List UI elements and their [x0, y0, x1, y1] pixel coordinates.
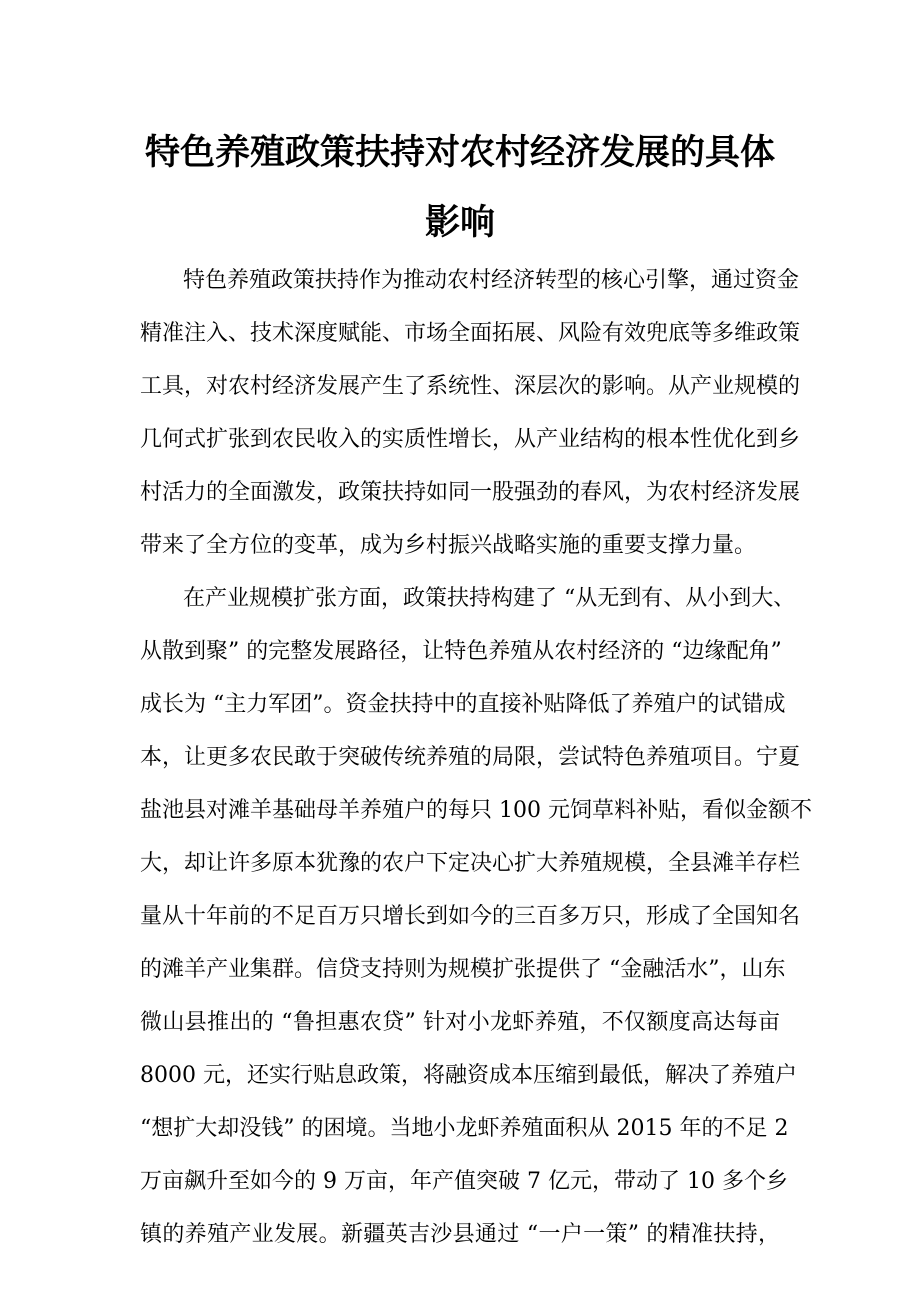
paragraph-2-line: 在产业规模扩张方面，政策扶持构建了 “从无到有、从小到大、 — [183, 586, 796, 611]
paragraph-2-line: “想扩大却没钱” 的困境。当地小龙虾养殖面积从 2015 年的不足 2 — [140, 1116, 789, 1141]
paragraph-2-line: 8000 元，还实行贴息政策，将融资成本压缩到最低，解决了养殖户 — [140, 1063, 797, 1088]
paragraph-2-line: 镇的养殖产业发展。新疆英吉沙县通过 “一户一策” 的精准扶持， — [140, 1222, 780, 1247]
paragraph-2-line: 的滩羊产业集群。信贷支持则为规模扩张提供了 “金融活水”，山东 — [140, 957, 786, 982]
paragraph-2-line: 成长为 “主力军团”。资金扶持中的直接补贴降低了养殖户的试错成 — [140, 692, 786, 717]
paragraph-2-line: 从散到聚” 的完整发展路径，让特色养殖从农村经济的 “边缘配角” — [140, 639, 782, 664]
document-title-line-2: 影响 — [424, 203, 495, 243]
paragraph-1-line: 精准注入、技术深度赋能、市场全面拓展、风险有效兜底等多维政策 — [140, 321, 801, 346]
paragraph-2-line: 大，却让许多原本犹豫的农户下定决心扩大养殖规模，全县滩羊存栏 — [140, 851, 801, 876]
paragraph-2-line: 盐池县对滩羊基础母羊养殖户的每只 100 元饲草料补贴，看似金额不 — [140, 798, 812, 823]
document-title-line-1: 特色养殖政策扶持对农村经济发展的具体 — [144, 133, 775, 173]
paragraph-2-line: 量从十年前的不足百万只增长到如今的三百多万只，形成了全国知名 — [140, 904, 801, 929]
paragraph-1-line: 带来了全方位的变革，成为乡村振兴战略实施的重要支撑力量。 — [140, 533, 757, 558]
paragraph-1-line: 几何式扩张到农民收入的实质性增长，从产业结构的根本性优化到乡 — [140, 427, 801, 452]
paragraph-1-line: 工具，对农村经济发展产生了系统性、深层次的影响。从产业规模的 — [140, 374, 801, 399]
paragraph-2-line: 万亩飙升至如今的 9 万亩，年产值突破 7 亿元，带动了 10 多个乡 — [140, 1169, 788, 1194]
paragraph-1-line: 特色养殖政策扶持作为推动农村经济转型的核心引擎，通过资金 — [183, 268, 800, 293]
paragraph-2-line: 微山县推出的 “鲁担惠农贷” 针对小龙虾养殖，不仅额度高达每亩 — [140, 1010, 780, 1035]
paragraph-2-line: 本，让更多农民敢于突破传统养殖的局限，尝试特色养殖项目。宁夏 — [140, 745, 801, 770]
paragraph-1-line: 村活力的全面激发，政策扶持如同一股强劲的春风，为农村经济发展 — [140, 480, 801, 505]
